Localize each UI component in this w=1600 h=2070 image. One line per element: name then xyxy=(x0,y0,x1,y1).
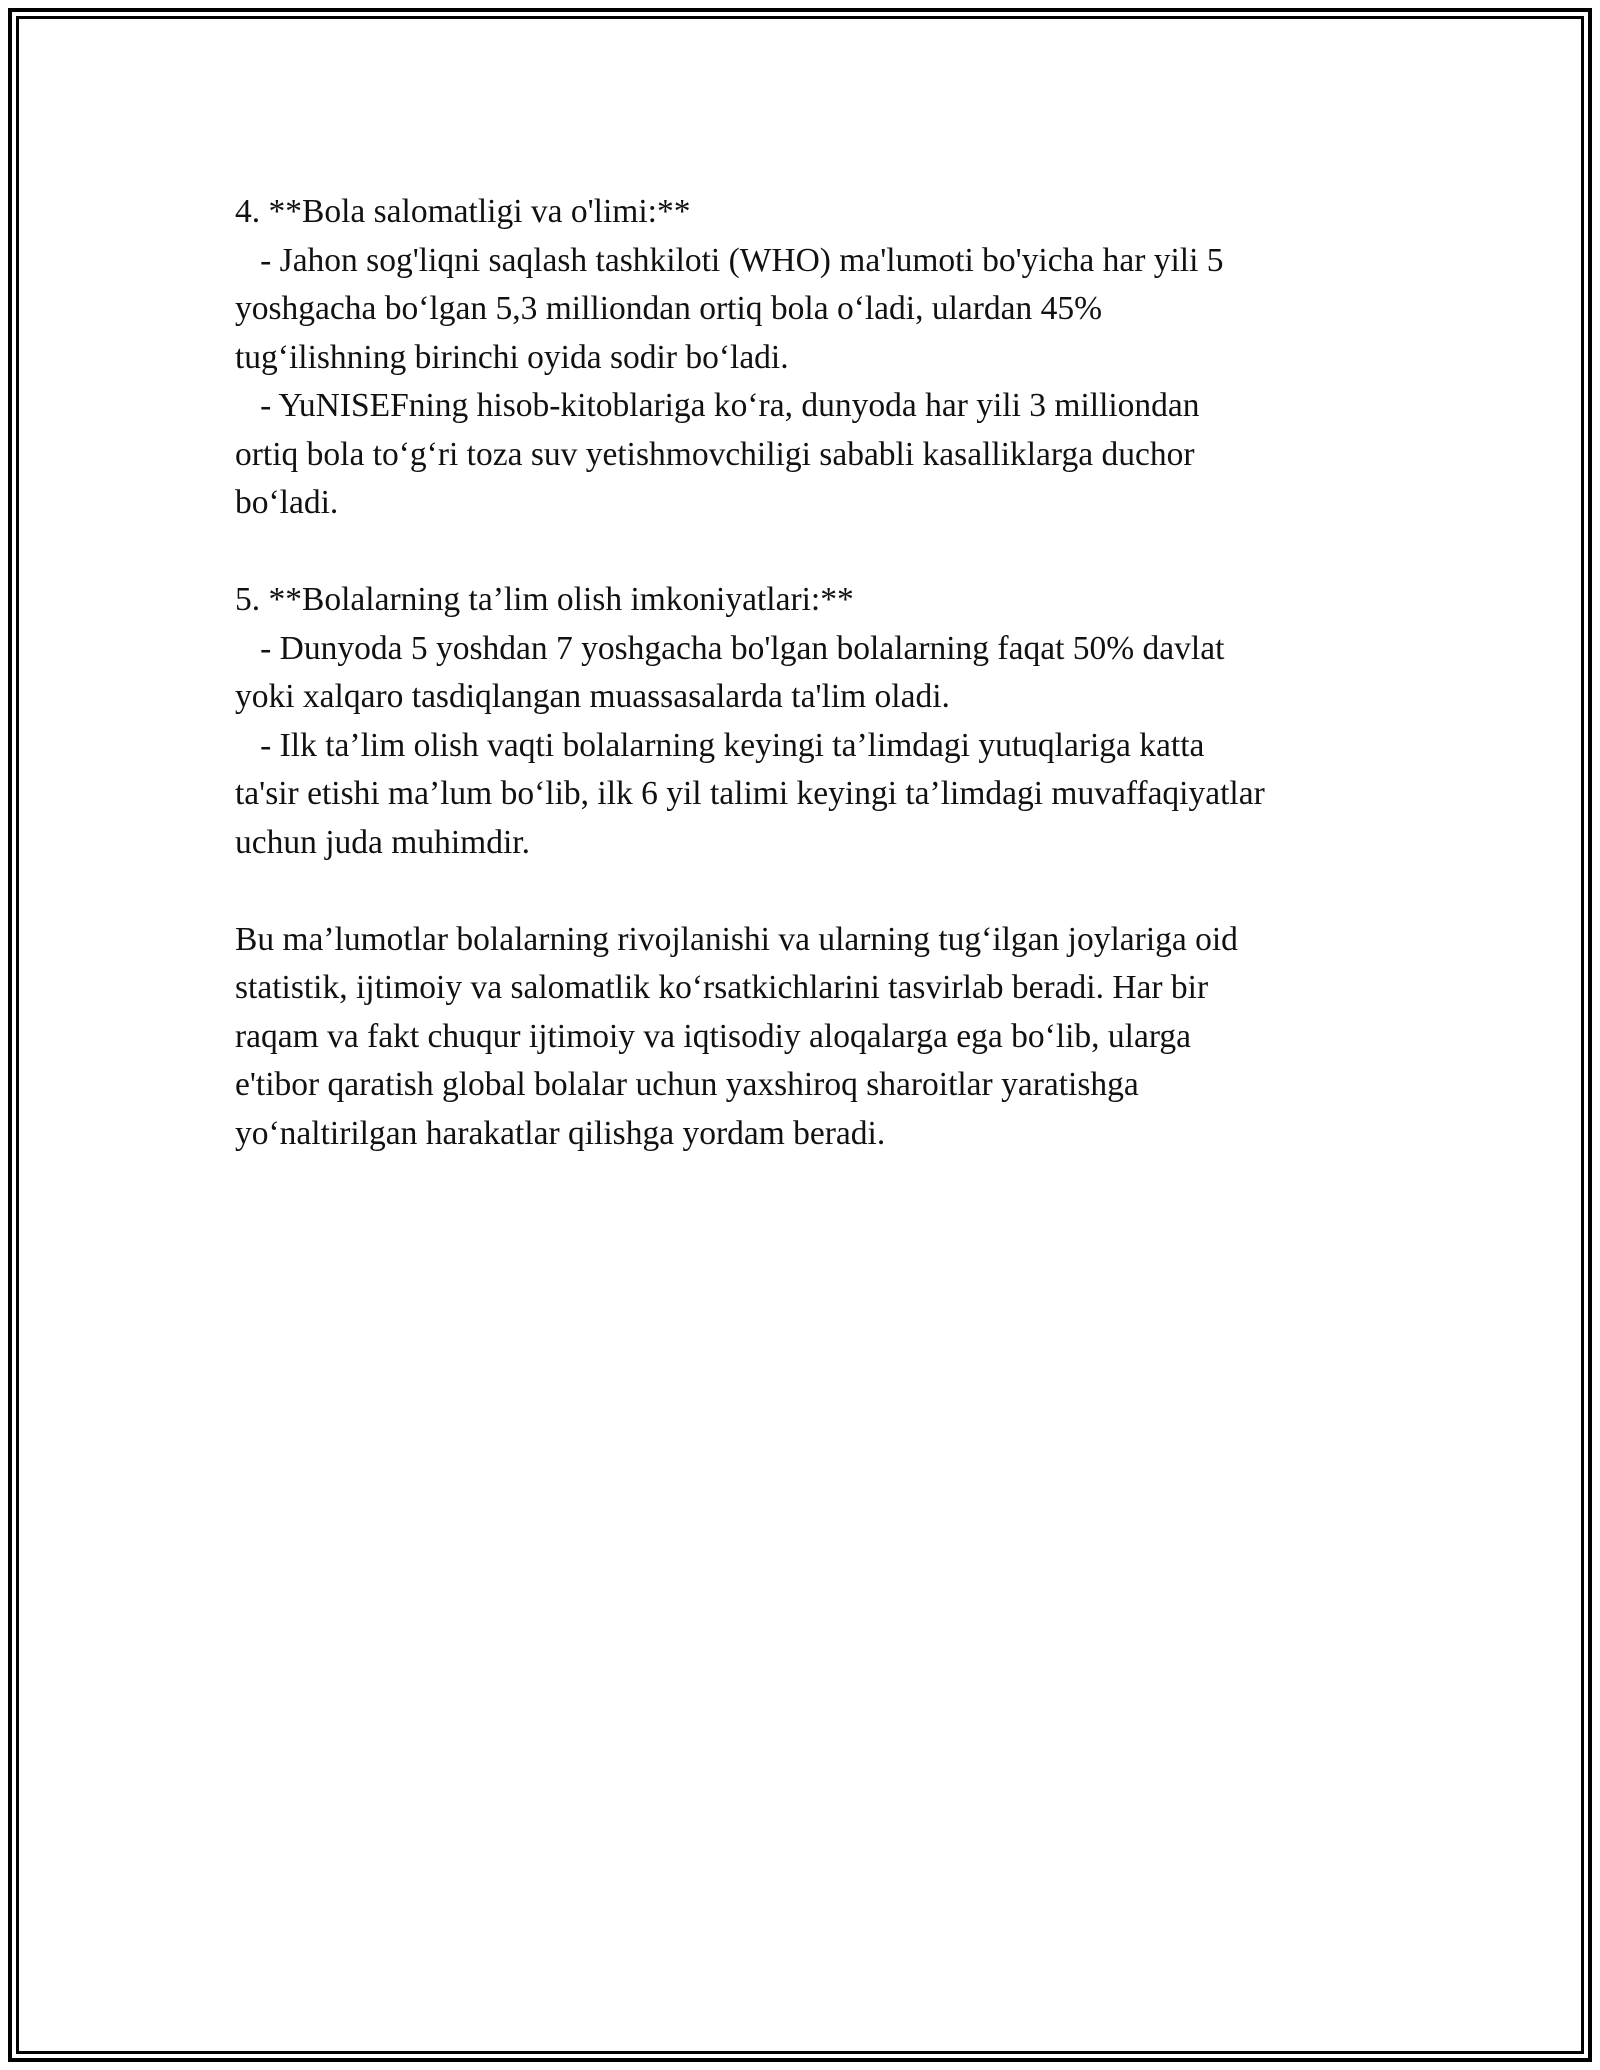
section-education xyxy=(235,576,1395,867)
text-line: raqam va fakt chuqur ijtimoiy va iqtisodiy aloqalarga ega bo‘lib, ularga xyxy=(235,1017,1192,1055)
text-line: Bu ma’lumotlar bolalarning rivojlanishi va ularning tug‘ilgan joylariga oid xyxy=(235,920,1238,958)
text-line: ortiq bola to‘g‘ri toza suv yetishmovchiligi sababli kasalliklarga duchor xyxy=(235,435,1195,473)
text-line: tug‘ilishning birinchi oyida sodir bo‘ladi. xyxy=(235,338,789,376)
section-heading: 4. **Bola salomatligi va o'limi:** xyxy=(235,193,691,230)
text-line: yoshgacha bo‘lgan 5,3 milliondan ortiq bola o‘ladi, ulardan 45% xyxy=(235,290,1103,327)
document-body xyxy=(235,188,1395,1158)
section-heading: 5. **Bolalarning ta’lim olish imkoniyatlari:** xyxy=(235,581,854,618)
conclusion-paragraph xyxy=(235,916,1395,1159)
text-line: yo‘naltirilgan harakatlar qilishga yordam beradi. xyxy=(235,1114,886,1152)
text-line: bo‘ladi. xyxy=(235,484,339,521)
text-line: - Dunyoda 5 yoshdan 7 yoshgacha bo'lgan bolalarning faqat 50% davlat xyxy=(235,629,1225,667)
text-line: - Ilk ta’lim olish vaqti bolalarning keyingi ta’limdagi yutuqlariga katta xyxy=(235,726,1205,764)
text-line: - YuNISEFning hisob-kitoblariga ko‘ra, dunyoda har yili 3 milliondan xyxy=(235,387,1200,424)
section-child-health xyxy=(235,188,1395,528)
text-line: uchun juda muhimdir. xyxy=(235,823,530,861)
text-line: yoki xalqaro tasdiqlangan muassasalarda ta'lim oladi. xyxy=(235,678,950,715)
text-line: - Jahon sog'liqni saqlash tashkiloti (WHO) ma'lumoti bo'yicha har yili 5 xyxy=(235,241,1224,279)
text-line: ta'sir etishi ma’lum bo‘lib, ilk 6 yil talimi keyingi ta’limdagi muvaffaqiyatlar xyxy=(235,775,1265,812)
paragraph-gap xyxy=(235,528,1395,577)
text-line: e'tibor qaratish global bolalar uchun yaxshiroq sharoitlar yaratishga xyxy=(235,1066,1139,1103)
paragraph-gap xyxy=(235,867,1395,916)
text-line: statistik, ijtimoiy va salomatlik ko‘rsatkichlarini tasvirlab beradi. Har bir xyxy=(235,969,1209,1006)
